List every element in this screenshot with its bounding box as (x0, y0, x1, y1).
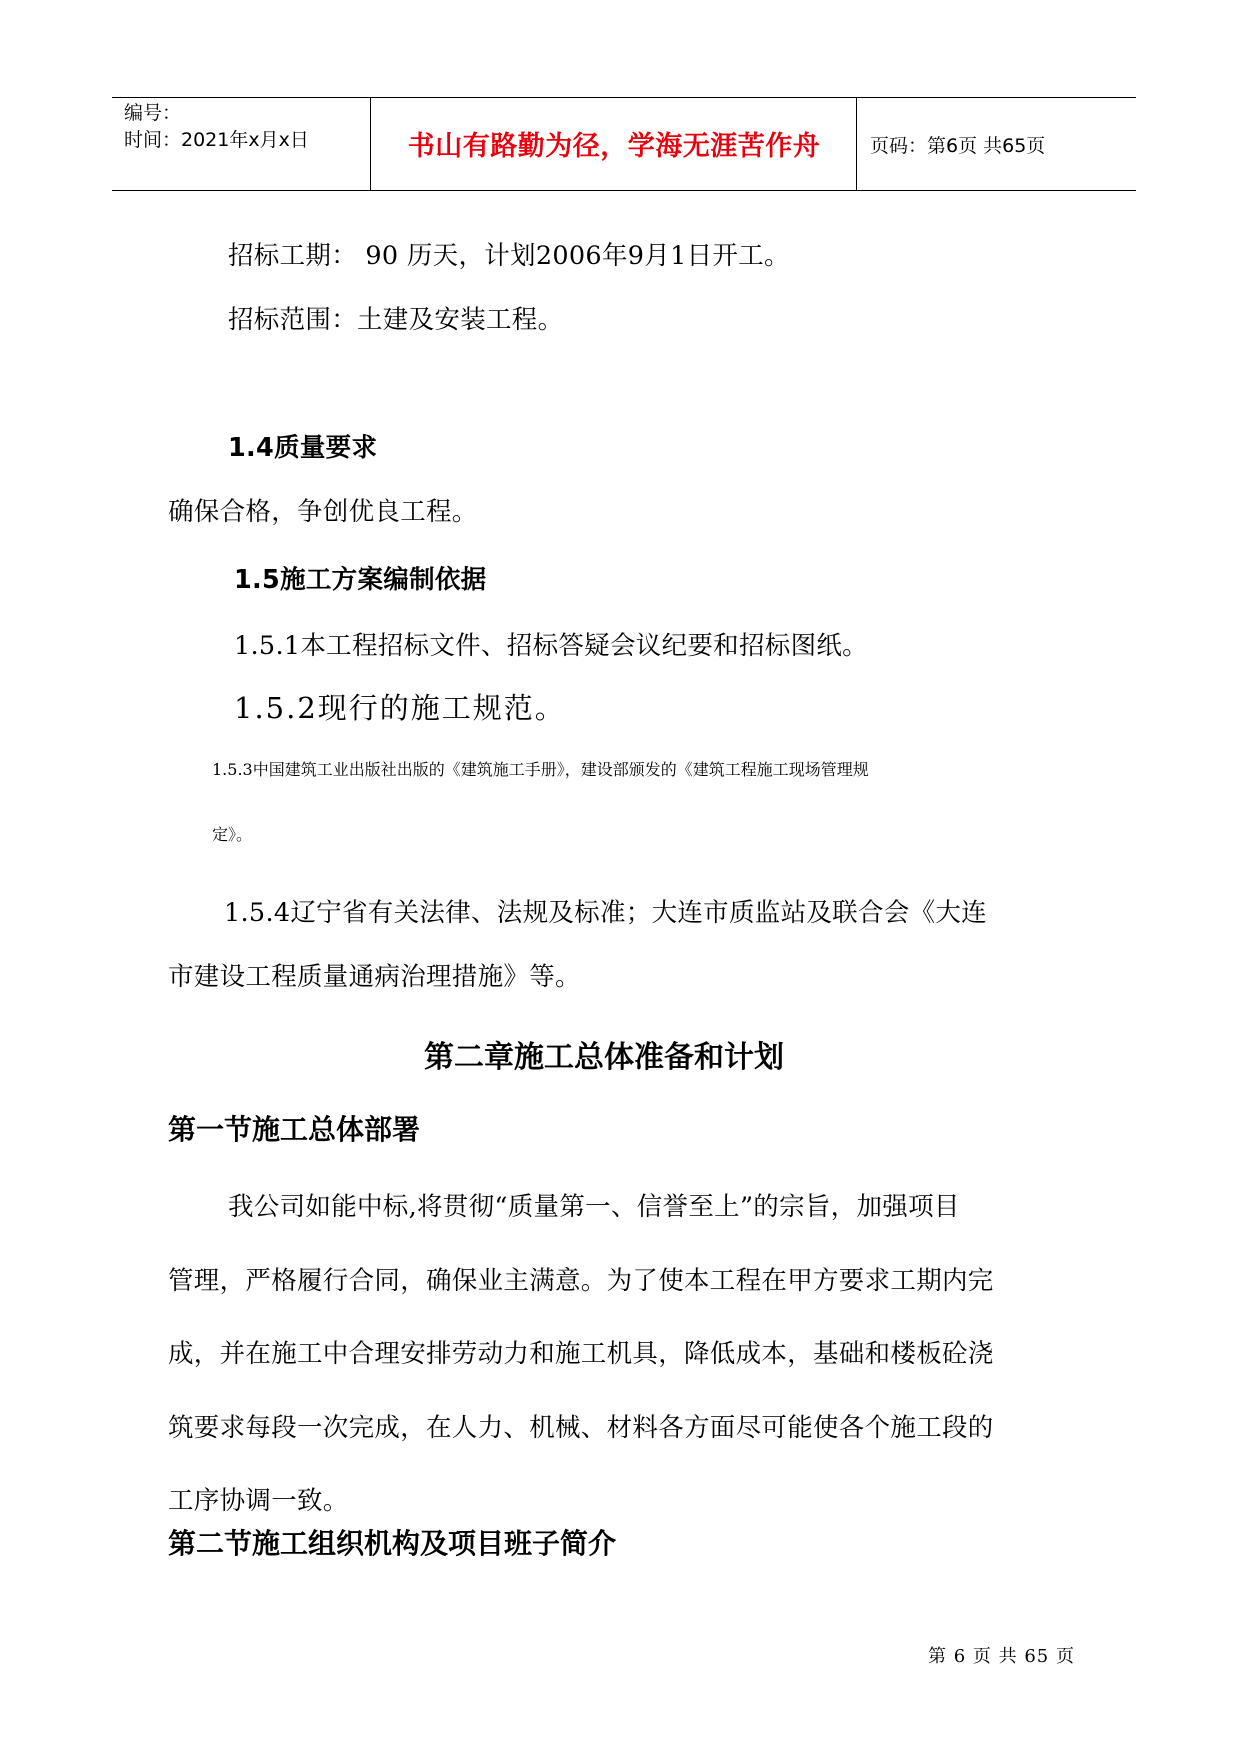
heading-1-5: 1.5施工方案编制依据 (234, 565, 487, 595)
paragraph-1-5-3-line-1: 1.5.3中国建筑工业出版社出版的《建筑施工手册》，建设部颁发的《建筑工程施工现场管理规 (212, 760, 869, 779)
chapter-title: 第二章施工总体准备和计划 (424, 1040, 784, 1075)
footer-page-number: 第 6 页 共 65 页 (928, 1646, 1075, 1667)
paragraph-line-4: 筑要求每段一次完成，在人力、机械、材料各方面尽可能使各个施工段的 (168, 1413, 994, 1443)
paragraph-line-2: 管理，严格履行合同，确保业主满意。为了使本工程在甲方要求工期内完 (168, 1266, 994, 1296)
paragraph-1-5-1: 1.5.1本工程招标文件、招标答疑会议纪要和招标图纸。 (234, 631, 868, 661)
paragraph-line-1: 我公司如能中标,将贯彻“质量第一、信誉至上”的宗旨，加强项目 (228, 1192, 960, 1222)
paragraph-1-5-4-line-1: 1.5.4辽宁省有关法律、法规及标准；大连市质监站及联合会《大连 (224, 898, 987, 928)
document-number-label: 编号： (124, 102, 182, 124)
section-title-2: 第二节施工组织机构及项目班子简介 (168, 1527, 617, 1560)
paragraph-line-5: 工序协调一致。 (168, 1486, 349, 1516)
header-page-info: 页码：第6页 共65页 (870, 135, 1046, 157)
tender-scope: 招标范围：土建及安装工程。 (228, 305, 564, 335)
heading-1-4: 1.4质量要求 (228, 433, 378, 463)
section-title-1: 第一节施工总体部署 (168, 1113, 421, 1146)
paragraph-1-4: 确保合格，争创优良工程。 (168, 497, 478, 527)
header-top-rule (112, 97, 1136, 98)
header-meta (124, 100, 309, 154)
header-motto: 书山有路勤为径，学海无涯苦作舟 (407, 131, 821, 162)
paragraph-1-5-3-line-2: 定》。 (212, 825, 253, 844)
header-divider-left (370, 97, 371, 190)
paragraph-line-3: 成，并在施工中合理安排劳动力和施工机具，降低成本，基础和楼板砼浇 (168, 1339, 994, 1369)
header-bottom-rule (112, 190, 1136, 191)
paragraph-1-5-4-line-2: 市建设工程质量通病治理措施》等。 (168, 962, 581, 992)
paragraph-1-5-2: 1.5.2现行的施工规范。 (234, 691, 566, 725)
document-time-label: 时间：2021年x月x日 (124, 129, 309, 151)
header-divider-right (856, 97, 857, 190)
tender-period: 招标工期： 90 历天，计划2006年9月1日开工。 (228, 241, 790, 271)
